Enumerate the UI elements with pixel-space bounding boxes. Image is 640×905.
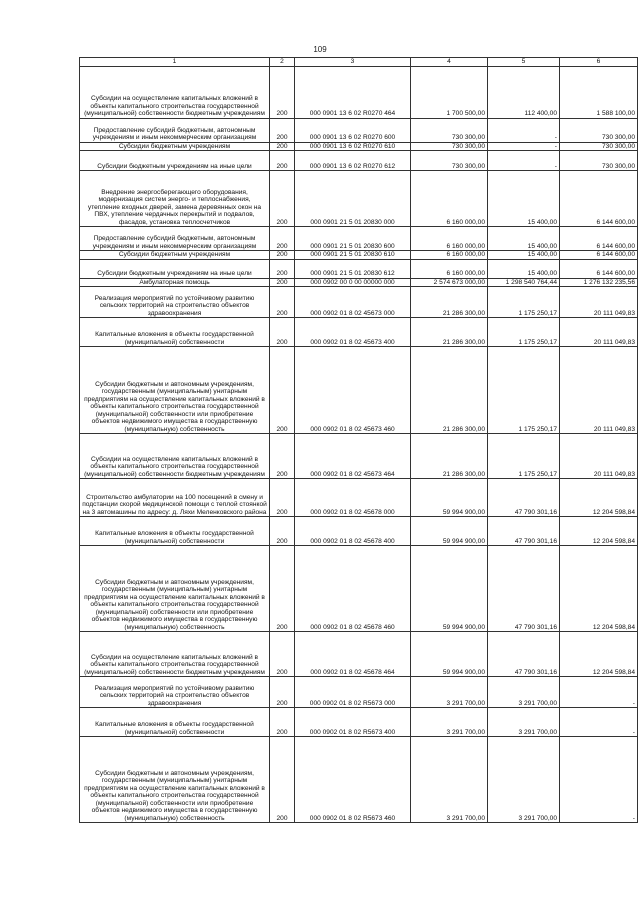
row-unexecuted-cell: 6 144 600,00 — [560, 251, 638, 260]
row-approved-cell: 21 286 300,00 — [411, 287, 488, 318]
table-row — [80, 347, 638, 434]
row-admin-code-cell: 200 — [270, 737, 295, 823]
row-name-cell: Предоставление субсидий бюджетным, автономным учреждениям и иным некоммерческим организациям — [80, 118, 270, 142]
row-unexecuted-cell: - — [560, 708, 638, 737]
row-admin-code-cell: 200 — [270, 708, 295, 737]
row-approved-cell: 730 300,00 — [411, 151, 488, 171]
row-admin-code-cell: 200 — [270, 434, 295, 479]
table-row — [80, 66, 638, 118]
row-approved-cell: 59 994 900,00 — [411, 632, 488, 677]
row-admin-code-cell: 200 — [270, 546, 295, 632]
row-name-cell: Внедрение энергосберегающего оборудования, модернизация систем энерго- и теплоснабжения, утепление входных дверей, замена деревянных окон на ПВХ, утепление чердачных перекрытий и подвалов, фасадов, установка теплосчетчиков — [80, 171, 270, 227]
row-unexecuted-cell: 20 111 049,83 — [560, 287, 638, 318]
row-name-cell: Реализация мероприятий по устойчивому развитию сельских территорий на строительство объектов здравоохранения — [80, 677, 270, 708]
row-admin-code-cell: 200 — [270, 318, 295, 347]
row-executed-cell: - — [488, 142, 560, 151]
budget-table — [79, 57, 638, 823]
row-executed-cell: 47 790 301,16 — [488, 517, 560, 546]
row-classification-code-cell: 000 0901 21 5 01 20830 000 — [295, 171, 411, 227]
row-classification-code-cell: 000 0902 01 8 02 45673 000 — [295, 287, 411, 318]
row-unexecuted-cell: - — [560, 737, 638, 823]
row-approved-cell: 21 286 300,00 — [411, 347, 488, 434]
row-classification-code-cell: 000 0901 13 6 02 R0270 464 — [295, 66, 411, 118]
row-executed-cell: 47 790 301,16 — [488, 546, 560, 632]
row-classification-code-cell: 000 0902 01 8 02 R5673 000 — [295, 677, 411, 708]
row-executed-cell: 15 400,00 — [488, 251, 560, 260]
row-executed-cell: 1 298 540 764,44 — [488, 278, 560, 287]
row-classification-code-cell: 000 0902 01 8 02 45678 400 — [295, 517, 411, 546]
row-unexecuted-cell: 730 300,00 — [560, 142, 638, 151]
header-col-5: 5 — [488, 58, 560, 67]
row-classification-code-cell: 000 0901 13 6 02 R0270 600 — [295, 118, 411, 142]
row-executed-cell: 112 400,00 — [488, 66, 560, 118]
row-approved-cell: 1 700 500,00 — [411, 66, 488, 118]
row-admin-code-cell: 200 — [270, 227, 295, 251]
row-executed-cell: - — [488, 118, 560, 142]
row-admin-code-cell: 200 — [270, 677, 295, 708]
row-classification-code-cell: 000 0902 01 8 02 45673 460 — [295, 347, 411, 434]
table-row — [80, 517, 638, 546]
row-name-cell: Капитальные вложения в объекты государственной (муниципальной) собственности — [80, 318, 270, 347]
row-unexecuted-cell: 730 300,00 — [560, 118, 638, 142]
row-admin-code-cell: 200 — [270, 479, 295, 517]
row-executed-cell: 3 291 700,00 — [488, 737, 560, 823]
row-executed-cell: 15 400,00 — [488, 171, 560, 227]
header-col-4: 4 — [411, 58, 488, 67]
row-unexecuted-cell: 6 144 600,00 — [560, 227, 638, 251]
row-unexecuted-cell: 20 111 049,83 — [560, 434, 638, 479]
row-unexecuted-cell: 12 204 598,84 — [560, 479, 638, 517]
row-approved-cell: 59 994 900,00 — [411, 479, 488, 517]
row-unexecuted-cell: 12 204 598,84 — [560, 546, 638, 632]
header-col-2: 2 — [270, 58, 295, 67]
header-col-6: 6 — [560, 58, 638, 67]
row-executed-cell: 47 790 301,16 — [488, 479, 560, 517]
row-name-cell: Субсидии на осуществление капитальных вложений в объекты капитального строительства государственной (муниципальной) собственности бюджетным учреждениям — [80, 66, 270, 118]
table-row — [80, 677, 638, 708]
row-approved-cell: 730 300,00 — [411, 118, 488, 142]
row-executed-cell: 47 790 301,16 — [488, 632, 560, 677]
row-approved-cell: 6 160 000,00 — [411, 171, 488, 227]
row-name-cell: Субсидии бюджетным и автономным учреждениям, государственным (муниципальным) унитарным предприятиям на осуществление капитальных вложений в объекты капитального строительства государственной (муниципальной) собственности или приобретение объектов недвижимого имущества в государственную (муниципальную) собственность — [80, 347, 270, 434]
row-name-cell: Субсидии бюджетным и автономным учреждениям, государственным (муниципальным) унитарным предприятиям на осуществление капитальных вложений в объекты капитального строительства государственной (муниципальной) собственности или приобретение объектов недвижимого имущества в государственную (муниципальную) собственность — [80, 546, 270, 632]
table-row — [80, 278, 638, 287]
row-executed-cell: 3 291 700,00 — [488, 708, 560, 737]
row-classification-code-cell: 000 0902 01 8 02 45678 460 — [295, 546, 411, 632]
row-classification-code-cell: 000 0901 21 5 01 20830 612 — [295, 259, 411, 278]
row-classification-code-cell: 000 0902 00 0 00 00000 000 — [295, 278, 411, 287]
row-classification-code-cell: 000 0902 01 8 02 45673 400 — [295, 318, 411, 347]
row-approved-cell: 3 291 700,00 — [411, 708, 488, 737]
row-approved-cell: 21 286 300,00 — [411, 318, 488, 347]
table-row — [80, 151, 638, 171]
table-row — [80, 737, 638, 823]
row-executed-cell: - — [488, 151, 560, 171]
row-executed-cell: 15 400,00 — [488, 259, 560, 278]
row-executed-cell: 1 175 250,17 — [488, 287, 560, 318]
row-approved-cell: 730 300,00 — [411, 142, 488, 151]
table-row — [80, 259, 638, 278]
page-number: 109 — [313, 45, 327, 54]
table-row — [80, 632, 638, 677]
row-name-cell: Субсидии на осуществление капитальных вложений в объекты капитального строительства государственной (муниципальной) собственности бюджетным учреждениям — [80, 434, 270, 479]
row-name-cell: Субсидии бюджетным учреждениям на иные цели — [80, 151, 270, 171]
row-unexecuted-cell: 12 204 598,84 — [560, 632, 638, 677]
row-admin-code-cell: 200 — [270, 66, 295, 118]
header-col-1: 1 — [80, 58, 270, 67]
table-row — [80, 708, 638, 737]
row-name-cell: Капитальные вложения в объекты государственной (муниципальной) собственности — [80, 517, 270, 546]
row-approved-cell: 59 994 900,00 — [411, 517, 488, 546]
row-approved-cell: 3 291 700,00 — [411, 737, 488, 823]
row-unexecuted-cell: 12 204 598,84 — [560, 517, 638, 546]
row-admin-code-cell: 200 — [270, 118, 295, 142]
row-executed-cell: 3 291 700,00 — [488, 677, 560, 708]
row-name-cell: Субсидии на осуществление капитальных вложений в объекты капитального строительства государственной (муниципальной) собственности бюджетным учреждениям — [80, 632, 270, 677]
table-row — [80, 171, 638, 227]
row-executed-cell: 1 175 250,17 — [488, 318, 560, 347]
row-name-cell: Предоставление субсидий бюджетным, автономным учреждениям и иным некоммерческим организациям — [80, 227, 270, 251]
row-unexecuted-cell: - — [560, 677, 638, 708]
row-unexecuted-cell: 6 144 600,00 — [560, 171, 638, 227]
row-approved-cell: 3 291 700,00 — [411, 677, 488, 708]
table-row — [80, 287, 638, 318]
table-row — [80, 142, 638, 151]
row-unexecuted-cell: 730 300,00 — [560, 151, 638, 171]
row-classification-code-cell: 000 0901 13 6 02 R0270 612 — [295, 151, 411, 171]
row-unexecuted-cell: 1 276 132 235,56 — [560, 278, 638, 287]
row-classification-code-cell: 000 0902 01 8 02 R5673 460 — [295, 737, 411, 823]
row-classification-code-cell: 000 0902 01 8 02 45673 464 — [295, 434, 411, 479]
table-row — [80, 118, 638, 142]
row-executed-cell: 15 400,00 — [488, 227, 560, 251]
row-approved-cell: 6 160 000,00 — [411, 251, 488, 260]
row-classification-code-cell: 000 0901 21 5 01 20830 600 — [295, 227, 411, 251]
row-name-cell: Капитальные вложения в объекты государственной (муниципальной) собственности — [80, 708, 270, 737]
table-row — [80, 479, 638, 517]
header-col-3: 3 — [295, 58, 411, 67]
row-unexecuted-cell: 20 111 049,83 — [560, 318, 638, 347]
row-name-cell: Строительство амбулатории на 100 посещений в смену и подстанции скорой медицинской помощи с теплой стоянкой на 3 автомашины по адресу: д. Ляхи Меленковского района — [80, 479, 270, 517]
row-admin-code-cell: 200 — [270, 251, 295, 260]
table-body — [80, 66, 638, 823]
row-approved-cell: 21 286 300,00 — [411, 434, 488, 479]
row-name-cell: Субсидии бюджетным учреждениям — [80, 142, 270, 151]
row-admin-code-cell: 200 — [270, 171, 295, 227]
row-unexecuted-cell: 20 111 049,83 — [560, 347, 638, 434]
table-row — [80, 318, 638, 347]
row-classification-code-cell: 000 0902 01 8 02 45678 464 — [295, 632, 411, 677]
row-approved-cell: 6 160 000,00 — [411, 259, 488, 278]
row-approved-cell: 2 574 673 000,00 — [411, 278, 488, 287]
row-classification-code-cell: 000 0901 13 6 02 R0270 610 — [295, 142, 411, 151]
row-admin-code-cell: 200 — [270, 517, 295, 546]
table-row — [80, 227, 638, 251]
row-admin-code-cell: 200 — [270, 259, 295, 278]
table-header-row — [80, 58, 638, 67]
row-admin-code-cell: 200 — [270, 287, 295, 318]
table-row — [80, 434, 638, 479]
table-row — [80, 546, 638, 632]
row-approved-cell: 6 160 000,00 — [411, 227, 488, 251]
row-name-cell: Субсидии бюджетным учреждениям — [80, 251, 270, 260]
row-admin-code-cell: 200 — [270, 278, 295, 287]
row-unexecuted-cell: 1 588 100,00 — [560, 66, 638, 118]
row-admin-code-cell: 200 — [270, 347, 295, 434]
row-name-cell: Субсидии бюджетным учреждениям на иные цели — [80, 259, 270, 278]
row-executed-cell: 1 175 250,17 — [488, 434, 560, 479]
row-classification-code-cell: 000 0902 01 8 02 R5673 400 — [295, 708, 411, 737]
row-admin-code-cell: 200 — [270, 151, 295, 171]
row-executed-cell: 1 175 250,17 — [488, 347, 560, 434]
row-name-cell: Субсидии бюджетным и автономным учреждениям, государственным (муниципальным) унитарным предприятиям на осуществление капитальных вложений в объекты капитального строительства государственной (муниципальной) собственности или приобретение объектов недвижимого имущества в государственную (муниципальную) собственность — [80, 737, 270, 823]
row-unexecuted-cell: 6 144 600,00 — [560, 259, 638, 278]
row-admin-code-cell: 200 — [270, 632, 295, 677]
row-name-cell: Амбулаторная помощь — [80, 278, 270, 287]
table-row — [80, 251, 638, 260]
row-admin-code-cell: 200 — [270, 142, 295, 151]
row-classification-code-cell: 000 0902 01 8 02 45678 000 — [295, 479, 411, 517]
row-classification-code-cell: 000 0901 21 5 01 20830 610 — [295, 251, 411, 260]
row-name-cell: Реализация мероприятий по устойчивому развитию сельских территорий на строительство объектов здравоохранения — [80, 287, 270, 318]
row-approved-cell: 59 994 900,00 — [411, 546, 488, 632]
